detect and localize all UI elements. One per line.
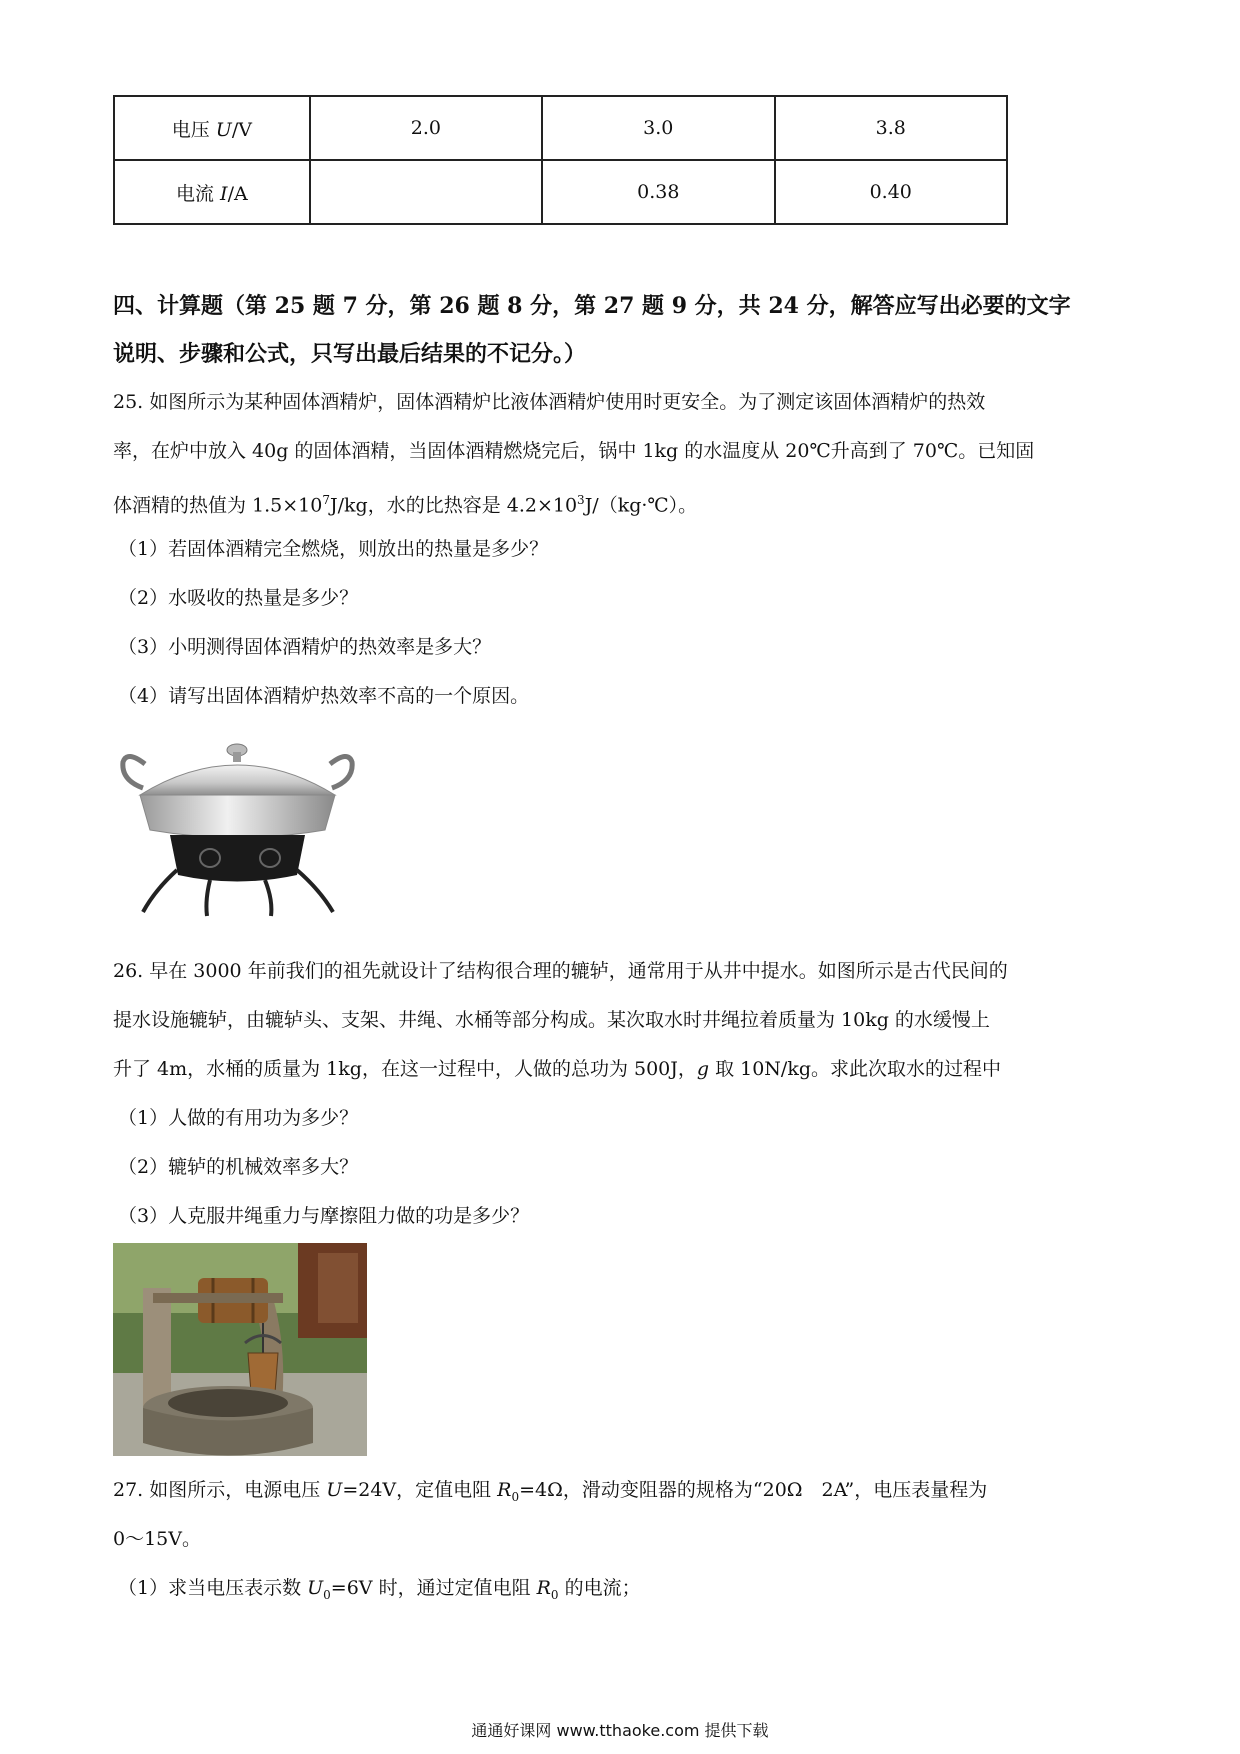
section-heading bbox=[113, 282, 1133, 378]
alcohol-stove-image bbox=[115, 740, 360, 920]
exponent: 3 bbox=[577, 493, 585, 507]
q25-subquestion-4: （4）请写出固体酒精炉热效率不高的一个原因。 bbox=[118, 685, 530, 707]
q25-text-line: 25. 如图所示为某种固体酒精炉，固体酒精炉比液体酒精炉使用时更安全。为了测定该固体酒精炉的热效 bbox=[113, 391, 986, 413]
label-variable: I bbox=[220, 182, 228, 205]
table-row bbox=[114, 160, 1007, 224]
variable-R: R bbox=[536, 1577, 551, 1599]
variable-g: g bbox=[696, 1058, 710, 1080]
row-label-current bbox=[114, 160, 310, 224]
table-cell bbox=[310, 160, 542, 224]
subscript: 0 bbox=[550, 1587, 559, 1602]
q27-subquestion-1 bbox=[118, 1574, 641, 1609]
table-cell: 3.0 bbox=[542, 96, 774, 160]
text-span: =6V 时，通过定值电阻 bbox=[330, 1577, 537, 1599]
text-span: J/（kg·℃）。 bbox=[584, 494, 698, 517]
variable-U: U bbox=[307, 1577, 324, 1599]
table-cell: 2.0 bbox=[310, 96, 542, 160]
subscript: 0 bbox=[323, 1587, 331, 1602]
text-span: J/kg，水的比热容是 4.2×10 bbox=[330, 494, 578, 517]
exponent: 7 bbox=[322, 493, 330, 507]
section-heading-line: 说明、步骤和公式，只写出最后结果的不记分。） bbox=[113, 341, 587, 367]
variable-R: R bbox=[497, 1479, 512, 1501]
q25-subquestion-2: （2）水吸收的热量是多少？ bbox=[118, 587, 359, 609]
table-cell: 0.38 bbox=[542, 160, 774, 224]
text-span: =4Ω，滑动变阻器的规格为“20Ω 2A”，电压表量程为 bbox=[519, 1479, 988, 1501]
text-span: 取 10N/kg。求此次取水的过程中 bbox=[709, 1058, 1002, 1080]
q26-subquestion-3: （3）人克服井绳重力与摩擦阻力做的功是多少？ bbox=[118, 1205, 530, 1227]
subscript: 0 bbox=[511, 1489, 520, 1504]
table-cell: 3.8 bbox=[775, 96, 1007, 160]
section-heading-line: 四、计算题（第 25 题 7 分，第 26 题 8 分，第 27 题 9 分，共 24 分，解答应写出必要的文字 bbox=[113, 293, 1071, 319]
q25-subquestion-1: （1）若固体酒精完全燃烧，则放出的热量是多少？ bbox=[118, 538, 549, 560]
text-span: =24V，定值电阻 bbox=[342, 1479, 498, 1501]
q26-text-line: 26. 早在 3000 年前我们的祖先就设计了结构很合理的辘轳，通常用于从井中提水。如图所示是古代民间的 bbox=[113, 960, 1008, 982]
q26-text-line: 提水设施辘轳，由辘轳头、支架、井绳、水桶等部分构成。某次取水时井绳拉着质量为 10kg 的水缓慢上 bbox=[113, 1009, 990, 1031]
table-cell: 0.40 bbox=[775, 160, 1007, 224]
q27-text-line: 0～15V。 bbox=[113, 1528, 201, 1550]
q26-subquestion-1: （1）人做的有用功为多少？ bbox=[118, 1107, 359, 1129]
alcohol-stove-illustration bbox=[115, 740, 360, 920]
windlass-well-illustration bbox=[113, 1243, 367, 1456]
variable-U: U bbox=[326, 1479, 343, 1501]
text-span: （1）求当电压表示数 bbox=[118, 1577, 308, 1599]
text-span: 体酒精的热值为 1.5×10 bbox=[113, 494, 323, 517]
q25-subquestion-3: （3）小明测得固体酒精炉的热效率是多大？ bbox=[118, 636, 492, 658]
q27-text-line bbox=[113, 1476, 1138, 1511]
label-variable: U bbox=[215, 118, 232, 141]
windlass-well-image bbox=[113, 1243, 367, 1456]
q25-text-line: 率，在炉中放入 40g 的固体酒精，当固体酒精燃烧完后，锅中 1kg 的水温度从 20℃升高到了 70℃。已知固 bbox=[113, 440, 1035, 462]
q26-subquestion-2: （2）辘轳的机械效率多大？ bbox=[118, 1156, 359, 1178]
text-span: 的电流； bbox=[558, 1577, 641, 1599]
page-footer: 通通好课网 www.tthaoke.com 提供下载 bbox=[471, 1721, 769, 1740]
label-text: 电流 bbox=[176, 182, 221, 205]
table-row bbox=[114, 96, 1007, 160]
voltage-current-table bbox=[113, 95, 1008, 225]
q25-text-line bbox=[113, 486, 1138, 519]
text-span: 升了 4m，水桶的质量为 1kg，在这一过程中，人做的总功为 500J， bbox=[113, 1058, 697, 1080]
row-label-voltage bbox=[114, 96, 310, 160]
label-unit: /A bbox=[227, 182, 248, 205]
text-span: 27. 如图所示，电源电压 bbox=[113, 1479, 327, 1501]
label-text: 电压 bbox=[171, 118, 216, 141]
label-unit: /V bbox=[231, 118, 252, 141]
q26-text-line bbox=[113, 1055, 1138, 1083]
